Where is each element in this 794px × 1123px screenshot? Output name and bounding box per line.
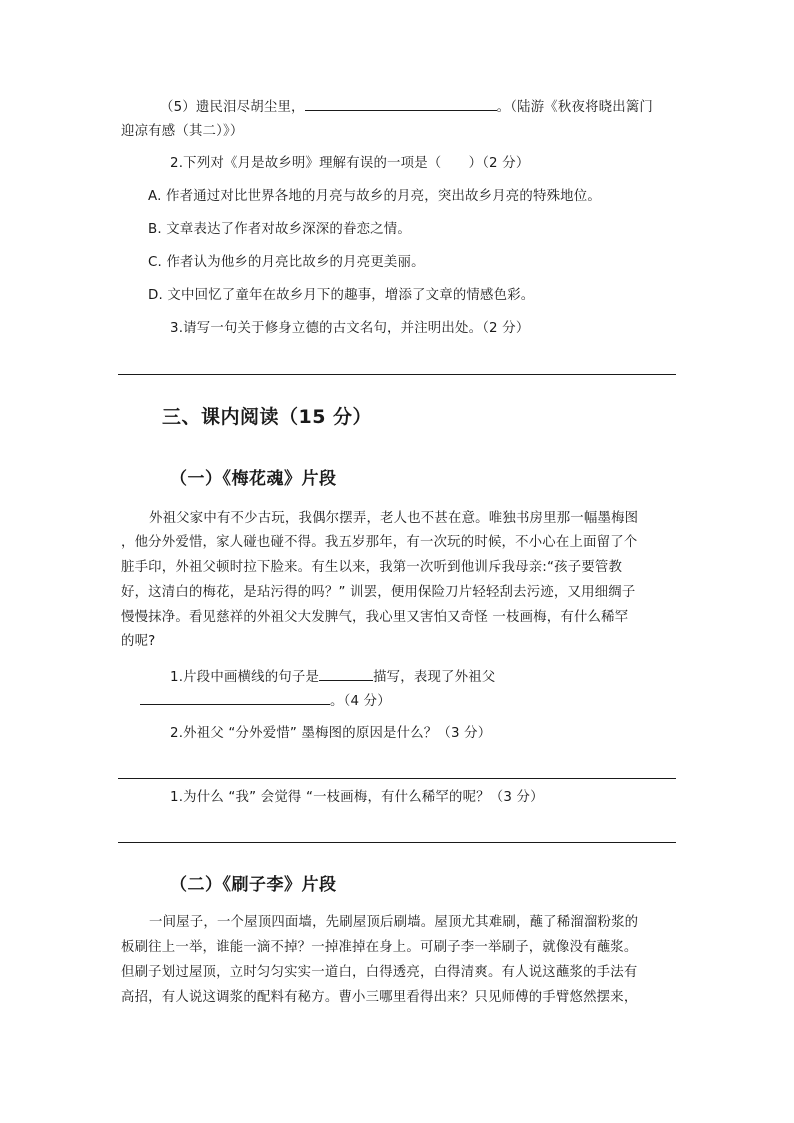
passage-line: 脏手印，外祖父顿时拉下脸来。有生以来，我第一次听到他训斥我母亲:“孩子要管教 bbox=[121, 560, 623, 575]
part-1-question-1 bbox=[170, 666, 495, 688]
passage-line: 板刷往上一举，谁能一滴不掉？一掉准掉在身上。可刷子李一举刷子，就像没有蘸浆。 bbox=[121, 940, 638, 955]
passage-line: 高招，有人说这调浆的配料有秘方。曹小三哪里看得出来？只见师傅的手臂悠然摆来， bbox=[121, 990, 638, 1005]
question-1-prefix: 1.片段中画横线的句子是 bbox=[170, 670, 320, 685]
passage-line: 慢慢抹净。看见慈祥的外祖父大发脾气，我心里又害怕又奇怪 一枝画梅，有什么稀罕 bbox=[121, 610, 629, 625]
answer-blank[interactable] bbox=[140, 690, 330, 705]
option-a: A. 作者通过对比世界各地的月亮与故乡的月亮，突出故乡月亮的特殊地位。 bbox=[148, 189, 601, 204]
passage-line: 好，这清白的梅花，是玷污得的吗？” 训罢，便用保险刀片轻轻刮去污迹，又用细绸子 bbox=[121, 585, 636, 600]
section-3-title: 三、课内阅读（15 分） bbox=[162, 406, 373, 428]
part-1-title: （一）《梅花魂》片段 bbox=[170, 469, 337, 489]
answer-line bbox=[118, 374, 676, 375]
question-2-stem: 2.下列对《月是故乡明》理解有误的一项是（ ）（2 分） bbox=[170, 156, 530, 171]
part-2-title: （二）《刷子李》片段 bbox=[170, 875, 337, 895]
passage-line: 的呢? bbox=[121, 634, 156, 649]
answer-line bbox=[118, 842, 676, 843]
question-1-end: 。（4 分） bbox=[330, 694, 391, 709]
passage-line: ，他分外爱惜，家人碰也碰不得。我五岁那年，有一次玩的时候，不小心在上面留了个 bbox=[121, 535, 638, 550]
poem-fill-suffix: 。（陆游《秋夜将晓出篱门 bbox=[496, 100, 654, 115]
poem-fill-continuation: 迎凉有感（其二）》） bbox=[121, 124, 244, 139]
passage-line: 外祖父家中有不少古玩，我偶尔摆弄，老人也不甚在意。唯独书房里那一幅墨梅图 bbox=[149, 511, 639, 526]
poem-fill-item-5 bbox=[160, 96, 653, 118]
question-1-middle: 描写，表现了外祖父 bbox=[373, 670, 496, 685]
answer-blank[interactable] bbox=[319, 666, 373, 681]
answer-line bbox=[118, 778, 676, 779]
poem-fill-prefix: （5）遗民泪尽胡尘里， bbox=[160, 100, 305, 115]
answer-blank[interactable] bbox=[305, 96, 497, 111]
question-3-stem: 3.请写一句关于修身立德的古文名句，并注明出处。（2 分） bbox=[170, 321, 530, 336]
part-1-question-1-cont bbox=[140, 690, 391, 712]
option-d: D. 文中回忆了童年在故乡月下的趣事，增添了文章的情感色彩。 bbox=[148, 288, 535, 303]
option-b: B. 文章表达了作者对故乡深深的眷恋之情。 bbox=[148, 222, 411, 237]
passage-line: 一间屋子，一个屋顶四面墙，先刷屋顶后刷墙。屋顶尤其难刷，蘸了稀溜溜粉浆的 bbox=[149, 915, 639, 930]
option-c: C. 作者认为他乡的月亮比故乡的月亮更美丽。 bbox=[148, 255, 425, 270]
part-1-question-3: 1.为什么 “我” 会觉得 “一枝画梅，有什么稀罕的呢？（3 分） bbox=[170, 790, 544, 805]
passage-line: 但刷子划过屋顶，立时匀匀实实一道白，白得透亮，白得清爽。有人说这蘸浆的手法有 bbox=[121, 965, 638, 980]
part-1-question-2: 2.外祖父 “分外爱惜” 墨梅图的原因是什么？（3 分） bbox=[170, 726, 492, 741]
